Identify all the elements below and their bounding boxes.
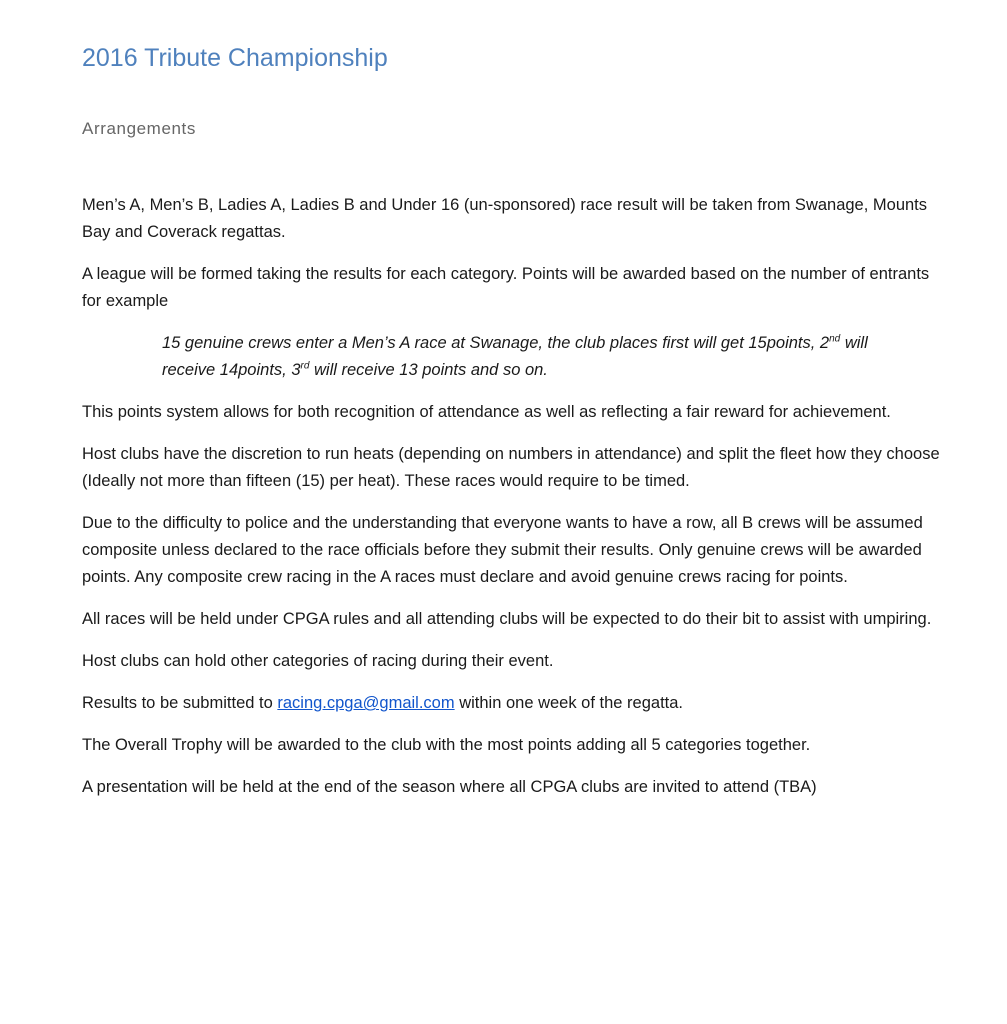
paragraph-race-categories: Men’s A, Men’s B, Ladies A, Ladies B and Under 16 (un-sponsored) race result will be taken from Swanage, Mounts Bay and Coverack regattas. <box>82 196 928 241</box>
paragraph-league: A league will be formed taking the results for each category. Points will be awarded based on the number of entrants for example <box>82 265 930 310</box>
paragraph-overall-trophy: The Overall Trophy will be awarded to the club with the most points adding all 5 categories together. <box>82 736 811 754</box>
example-sup-rd: rd <box>300 360 310 372</box>
paragraph-points-system: This points system allows for both recognition of attendance as well as reflecting a fair reward for achievement. <box>82 403 891 421</box>
document-page <box>82 40 942 816</box>
results-text-after: within one week of the regatta. <box>454 694 683 712</box>
document-subtitle: Arrangements <box>82 119 196 138</box>
document-body <box>82 192 942 801</box>
paragraph-presentation: A presentation will be held at the end of the season where all CPGA clubs are invited to attend (TBA) <box>82 778 817 796</box>
example-sup-nd: nd <box>829 333 841 345</box>
paragraph-heats: Host clubs have the discretion to run heats (depending on numbers in attendance) and split the fleet how they choose (Ideally not more than fifteen (15) per heat). These races would require to be timed. <box>82 445 940 490</box>
paragraph-other-categories: Host clubs can hold other categories of racing during their event. <box>82 652 554 670</box>
paragraph-points-example <box>162 330 922 384</box>
example-text-3: will receive 13 points and so on. <box>309 361 548 379</box>
results-email-link[interactable]: racing.cpga@gmail.com <box>277 694 455 712</box>
paragraph-results-submission <box>82 690 942 717</box>
paragraph-composite-crews: Due to the difficulty to police and the understanding that everyone wants to have a row, all B crews will be assumed composite unless declared to the race officials before they submit their results. Only genuine crews will be awarded points. Any composite crew racing in the A races must declare and avoid genuine crews racing for points. <box>82 514 923 586</box>
example-text-1: 15 genuine crews enter a Men’s A race at Swanage, the club places first will get 15points, 2 <box>162 334 830 352</box>
paragraph-cpga-rules: All races will be held under CPGA rules and all attending clubs will be expected to do their bit to assist with umpiring. <box>82 610 932 628</box>
document-title: 2016 Tribute Championship <box>82 44 388 72</box>
example-text-2: will receive 14points, 3 <box>162 334 868 379</box>
results-text-before: Results to be submitted to <box>82 694 278 712</box>
